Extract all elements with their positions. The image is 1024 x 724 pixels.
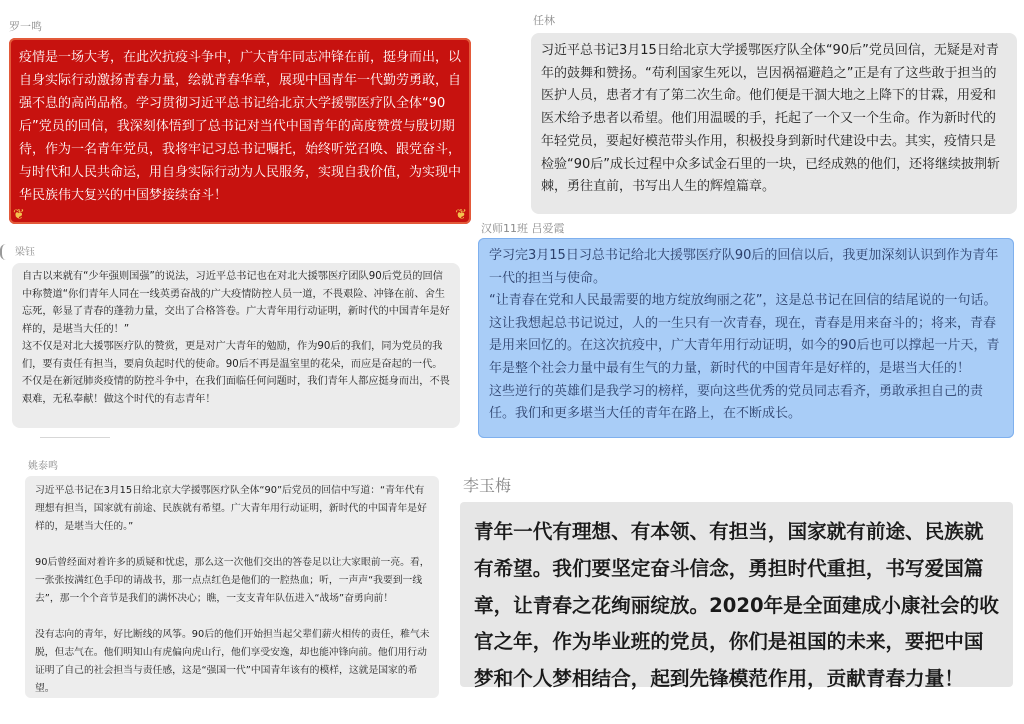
divider — [40, 437, 110, 438]
comment-paragraph: 90后曾经面对着许多的质疑和忧虑，那么这一次他们交出的答卷足以让大家眼前一亮。看，一张张按满红色手印的请战书，那一点点红色是他们的一腔热血；听，一声声“我要到一线去”，那一个个音节是我们的满怀决心；瞧，一支支青年队伍进入“战场”奋勇向前！ — [35, 557, 430, 604]
comment-paragraph: 学习完3月15日习总书记给北大援鄂医疗队90后的回信以后，我更加深刻认识到作为青年一代的担当与使命。 — [489, 248, 999, 286]
bubble-edge-mark — [0, 244, 6, 260]
author-name: 李玉梅 — [463, 476, 512, 495]
comment-paragraph: 自古以来就有“少年强则国强”的说法，习近平总书记也在对北大援鄂医疗团队90后党员的回信中称赞道“你们青年人同在一线英勇奋战的广大疫情防控人员一道，不畏艰险、冲锋在前、舍生忘死，彰显了青春的蓬勃力量，交出了合格答卷。广大青年用行动证明，新时代的中国青年是好样的，是堪当大任的！” — [22, 271, 450, 335]
comment-text: 疫情是一场大考，在此次抗疫斗争中，广大青年同志冲锋在前，挺身而出，以自身实际行动激扬青春力量，绘就青春华章，展现中国青年一代勤劳勇敢，自强不息的高尚品格。学习贯彻习近平总书记给北京大学援鄂医疗队全体“90后”党员的回信，我深刻体悟到了总书记对当代中国青年的高度赞赏与殷切期待，作为一名青年党员，我将牢记习总书记嘱托，始终听党召唤、跟党奋斗，与时代和人民共命运，用自身实际行动为人民服务，实现自我价值，为实现中华民族伟大复兴的中国梦接续奋斗！ — [19, 50, 462, 203]
comment-bubble — [478, 238, 1014, 438]
paragraph-gap — [35, 536, 431, 554]
comment-bubble — [531, 33, 1017, 214]
comment-paragraph: 没有志向的青年，好比断线的风筝。90后的他们开始担当起父辈们薪火相传的责任，稚气未脱，但志气在。他们明知山有虎偏向虎山行，他们享受安逸，却也能冲锋向前。他们用行动证明了自己的社会担当与责任感，这是“强国一代”中国青年该有的模样，这就是国家的希望。 — [35, 629, 430, 694]
author-name: 罗一鸣 — [9, 20, 42, 33]
author-name: 梁钰 — [15, 247, 35, 258]
paragraph-gap — [35, 608, 431, 626]
comment-paragraph: 习近平总书记在3月15日给北京大学援鄂医疗队全体“90”后党员的回信中写道：“青年代有理想有担当，国家就有前途、民族就有希望。广大青年用行动证明，新时代的中国青年是好样的，是堪当大任的。” — [35, 485, 427, 532]
comment-bubble — [12, 263, 460, 428]
comment-bubble — [460, 502, 1013, 691]
comment-bubble — [25, 476, 439, 698]
comment-text: 青年一代有理想、有本领、有担当，国家就有前途、民族就有希望。我们要坚定奋斗信念，勇担时代重担，书写爱国篇章，让青春之花绚丽绽放。2020年是全面建成小康社会的收官之年，作为毕业班的党员，你们是祖国的未来，要把中国梦和个人梦相结合，起到先锋模范作用，贡献青春力量！ — [474, 520, 999, 691]
corner-ornament-icon: ❦ — [13, 207, 25, 223]
author-name: 汉师11班 吕爱霞 — [481, 222, 565, 235]
comment-bubble — [9, 38, 471, 224]
comment-paragraph: 这些逆行的英雄们是我学习的榜样，要向这些优秀的党员同志看齐，勇敢承担自己的责任。我们和更多堪当大任的青年在路上，在不断成长。 — [489, 383, 984, 422]
author-name: 姚泰鸣 — [28, 461, 58, 472]
comment-paragraph: “让青春在党和人民最需要的地方绽放绚丽之花”，这是总书记在回信的结尾说的一句话。这让我想起总书记说过，人的一生只有一次青春，现在，青春是用来奋斗的；将来，青春是用来回忆的。在这次抗疫中，广大青年用行动证明，如今的90后也可以撑起一片天，青年是整个社会力量中最有生气的力量，新时代的中国青年是好样的，是堪当大任的！ — [489, 293, 1000, 376]
comment-text: 习近平总书记3月15日给北京大学援鄂医疗队全体“90后”党员回信，无疑是对青年的鼓舞和赞扬。“苟利国家生死以，岂因祸福避趋之”正是有了这些敢于担当的医护人员，患者才有了第二次生命。他们便是干涸大地之上降下的甘霖，用爱和医术给予患者以希望。他们用温暖的手，托起了一个又一个生命。作为新时代的年轻党员，要起好模范带头作用，积极投身到新时代建设中去。其实，疫情只是检验“90后”成长过程中众多试金石里的一块，已经成熟的他们，还将继续披荆斩棘，勇往直前，书写出人生的辉煌篇章。 — [541, 43, 1001, 195]
corner-ornament-icon: ❦ — [455, 207, 467, 223]
comment-paragraph: 这不仅是对北大援鄂医疗队的赞赏，更是对广大青年的勉励，作为90后的我们，同为党员的我们，要有责任有担当，要肩负起时代的使命。90后不再是温室里的花朵，而应是奋起的一代。不仅是在新冠肺炎疫情的防控斗争中，在我们面临任何问题时，我们青年人都应挺身而出，不畏艰难，无私奉献！做这个时代的有志青年！ — [22, 341, 450, 405]
author-name: 任林 — [533, 14, 555, 27]
